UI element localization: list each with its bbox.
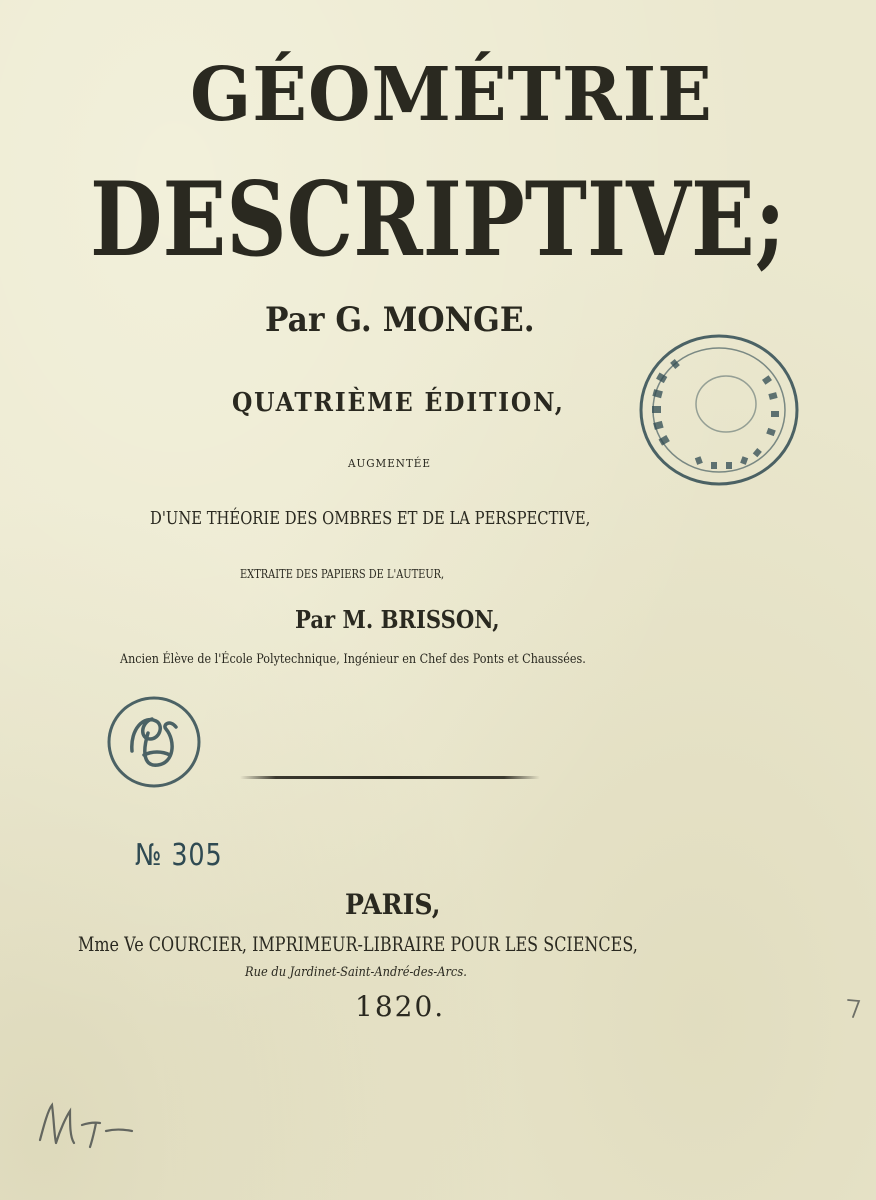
imprint-address: Rue du Jardinet-Saint-André-des-Arcs.: [245, 965, 467, 980]
title-line-1: GÉOMÉTRIE: [190, 52, 713, 138]
extraite-line: EXTRAITE DES PAPIERS DE L'AUTEUR,: [240, 567, 445, 581]
imprint-city: PARIS,: [345, 888, 441, 921]
editor-line: Par M. BRISSON,: [295, 605, 500, 634]
theory-line: D'UNE THÉORIE DES OMBRES ET DE LA PERSPECTIVE,: [150, 508, 591, 529]
handwritten-signature-icon: [30, 1095, 150, 1155]
imprint-printer: Mme Ve COURCIER, IMPRIMEUR-LIBRAIRE POUR LES SCIENCES,: [78, 932, 638, 956]
monogram-stamp-icon: [104, 693, 204, 791]
divider-rule: [240, 776, 540, 779]
round-library-stamp-icon: [636, 330, 802, 490]
augmentee-line: AUGMENTÉE: [348, 457, 431, 470]
author-line: Par G. MONGE.: [265, 300, 535, 340]
shelfmark-number: № 305: [135, 838, 223, 873]
editor-description: Ancien Élève de l'École Polytechnique, Ingénieur en Chef des Ponts et Chaussées.: [120, 652, 586, 667]
title-line-2: DESCRIPTIVE;: [90, 160, 786, 280]
imprint-year: 1820.: [355, 990, 446, 1023]
edition-line: QUATRIÈME ÉDITION,: [232, 388, 565, 418]
margin-mark-icon: [845, 995, 865, 1021]
